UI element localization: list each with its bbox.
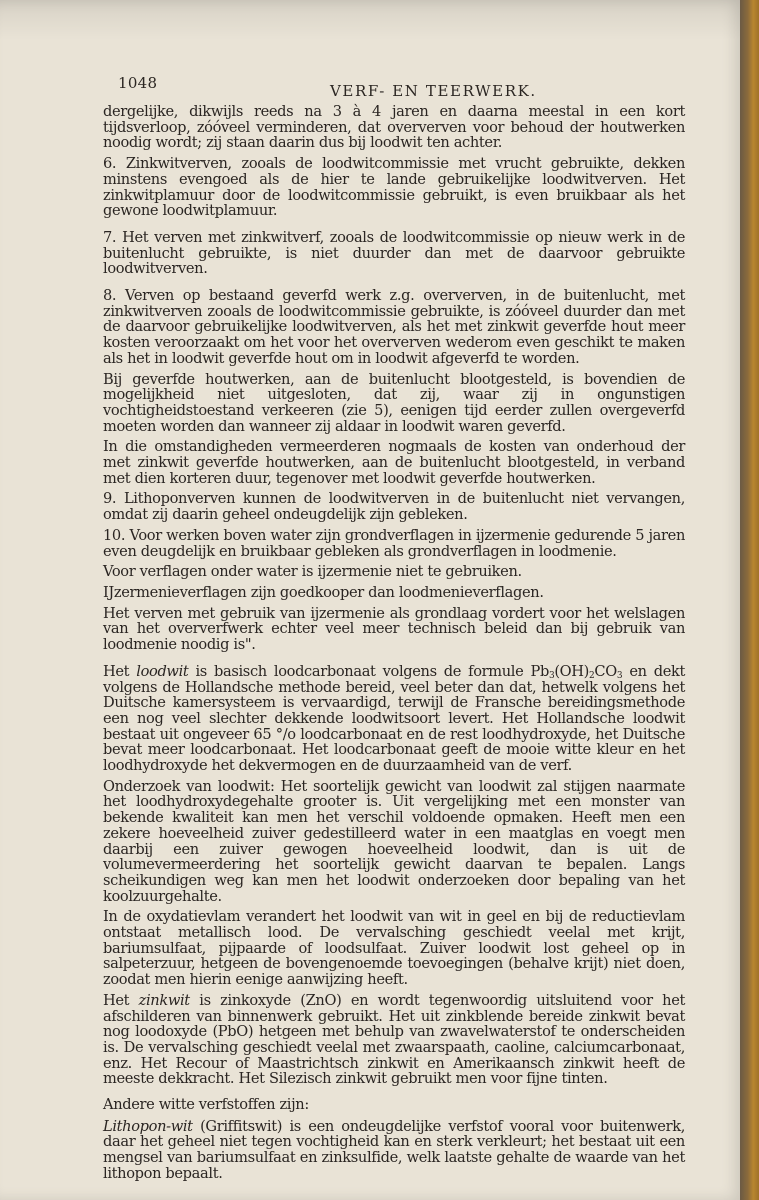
paragraph: In die omstandigheden vermeerderen nogmaals de kosten van onderhoud der met zinkwit geverfde houtwerken, aan de buitenlucht blootgesteld, in verband met dien korteren duur, tegenover met loodwit geverfde houtwerken.	[103, 438, 685, 487]
paragraph: Onderzoek van loodwit: Het soortelijk gewicht van loodwit zal stijgen naarmate het loodhydroxydegehalte grooter is. Uit vergelijking met een monster van bekende kwaliteit kan men het verschil voldoende opmaken. Heeft men een zekere hoeveelheid zuiver gedestilleerd water in een maatglas en voegt men daarbij een zuiver gewogen hoeveelheid loodwit, dan is uit de volumevermeerdering het soortelijk gewicht daarvan te bepalen. Langs scheikundigen weg kan men het loodwit onderzoeken door bepaling van het koolzuurgehalte.	[103, 777, 685, 905]
paragraph: 9. Lithoponverven kunnen de loodwitverven in de buitenlucht niet vervangen, omdat zij daarin geheel ondeugdelijk zijn gebleken.	[103, 490, 685, 524]
paragraph: 7. Het verven met zinkwitverf, zooals de loodwitcommissie op nieuw werk in de buitenlucht gebruikte, is niet duurder dan met de daarvoor gebruikte loodwitverven.	[103, 228, 685, 278]
paragraph-loodwit: Het loodwit is basisch loodcarbonaat volgens de formule $Pb_3(OH)_2CO_3$ en dekt volgens de Hollandsche methode bereid, veel beter dan dat, hetwelk volgens het Duitsche kamersysteem is vervaardigd, terwijl de Fransche bereidingsmethode een nog veel slechter dekkende loodwitsoort levert. Het Hollandsche loodwit bestaat uit ongeveer 65 °/o loodcarbonaat en de rest loodhydroxyde, het Duitsche bevat meer loodcarbonaat. Het loodcarbonaat geeft de mooie witte kleur en het loodhydroxyde het dekvermogen en de duurzaamheid van de verf.	[103, 662, 686, 775]
page-header	[118, 74, 678, 98]
paragraph: Andere witte verfstoffen zijn:	[103, 1096, 309, 1114]
paragraph: Voor verflagen onder water is ijzermenie niet te gebruiken.	[103, 563, 522, 581]
body-text	[103, 104, 685, 1182]
term-lithopon: Lithopon-wit	[103, 1117, 193, 1135]
page-number: 1048	[118, 74, 158, 92]
paragraph: dergelijke, dikwijls reeds na 3 à 4 jaren en daarna meestal in een kort tijdsverloop, zóóveel verminderen, dat oververven voor behoud der houtwerken noodig wordt; zij staan daarin dus bij loodwit ten achter.	[103, 103, 685, 152]
paragraph: Het verven met gebruik van ijzermenie als grondlaag vordert voor het welslagen van het oververfwerk echter veel meer technisch beleid dan bij gebruik van loodmenie noodig is".	[103, 604, 685, 654]
page-shadow	[0, 0, 745, 40]
paragraph: 10. Voor werken boven water zijn grondverflagen in ijzermenie gedurende 5 jaren even deugdelijk en bruikbaar gebleken als grondverflagen in loodmenie.	[103, 526, 685, 560]
paragraph: 6. Zinkwitverven, zooals de loodwitcommissie met vrucht gebruikte, dekken minstens evengoed als de hier te lande gebruikelijke loodwitverven. Het zinkwitplamuur door de loodwitcommissie gebruikt, is even bruikbaar als het gewone loodwitplamuur.	[103, 155, 685, 220]
term-loodwit: loodwit	[136, 662, 189, 680]
term-zinkwit: zinkwit	[138, 991, 190, 1009]
paragraph-zinkwit: Het zinkwit is zinkoxyde (ZnO) en wordt tegenwoordig uitsluitend voor het afschilderen van binnenwerk gebruikt. Het uit zinkblende bereide zinkwit bevat nog loodoxyde (PbO) hetgeen met behulp van zwavelwaterstof te onderscheiden is. De vervalsching geschiedt veelal met zwaarspaath, caoline, calciumcarbonaat, enz. Het Recour of Maastrichtsch zinkwit en Amerikaansch zinkwit heeft de meeste dekkracht. Het Silezisch zinkwit gebruikt men voor fijne tinten.	[103, 991, 685, 1088]
paragraph: 8. Verven op bestaand geverfd werk z.g. oververven, in de buitenlucht, met zinkwitverven zooals de loodwitcommissie gebruikte, is zóóveel duurder dan met de daarvoor gebruikelijke loodwitverven, als het met zinkwit geverfde hout meer kosten veroorzaakt om het voor het oververven wederom even geschikt te maken als het in loodwit geverfde hout om in loodwit afgeverfd te worden.	[103, 287, 685, 367]
paragraph: In de oxydatievlam verandert het loodwit van wit in geel en bij de reductievlam ontstaat metallisch lood. De vervalsching geschiedt veelal met krijt, bariumsulfaat, pijpaarde of loodsulfaat. Zuiver loodwit lost geheel op in salpeterzuur, hetgeen de bovengenoemde toevoegingen (behalve krijt) niet doen, zoodat men hierin eenige aanwijzing heeft.	[103, 908, 685, 989]
running-title: VERF- EN TEERWERK.	[330, 82, 537, 100]
paragraph-lithopon: Lithopon-wit (Griffitswit) is een ondeugdelijke verfstof vooral voor buitenwerk, daar het geheel niet tegen vochtigheid kan en sterk verkleurt; het bestaat uit een mengsel van bariumsulfaat en zinksulfide, welk laatste gehalte de waarde van het lithopon bepaalt.	[103, 1117, 685, 1182]
paragraph: Bij geverfde houtwerken, aan de buitenlucht blootgesteld, is bovendien de mogelijkheid niet uitgesloten, dat zij, waar zij in ongunstigen vochtigheidstoestand verkeeren (zie 5), eenigen tijd eerder zullen overgeverfd moeten worden dan wanneer zij aldaar in loodwit waren geverfd.	[103, 370, 685, 435]
book-page-edge	[740, 0, 759, 1200]
paragraph: IJzermenieverflagen zijn goedkooper dan loodmenieverflagen.	[103, 583, 544, 601]
